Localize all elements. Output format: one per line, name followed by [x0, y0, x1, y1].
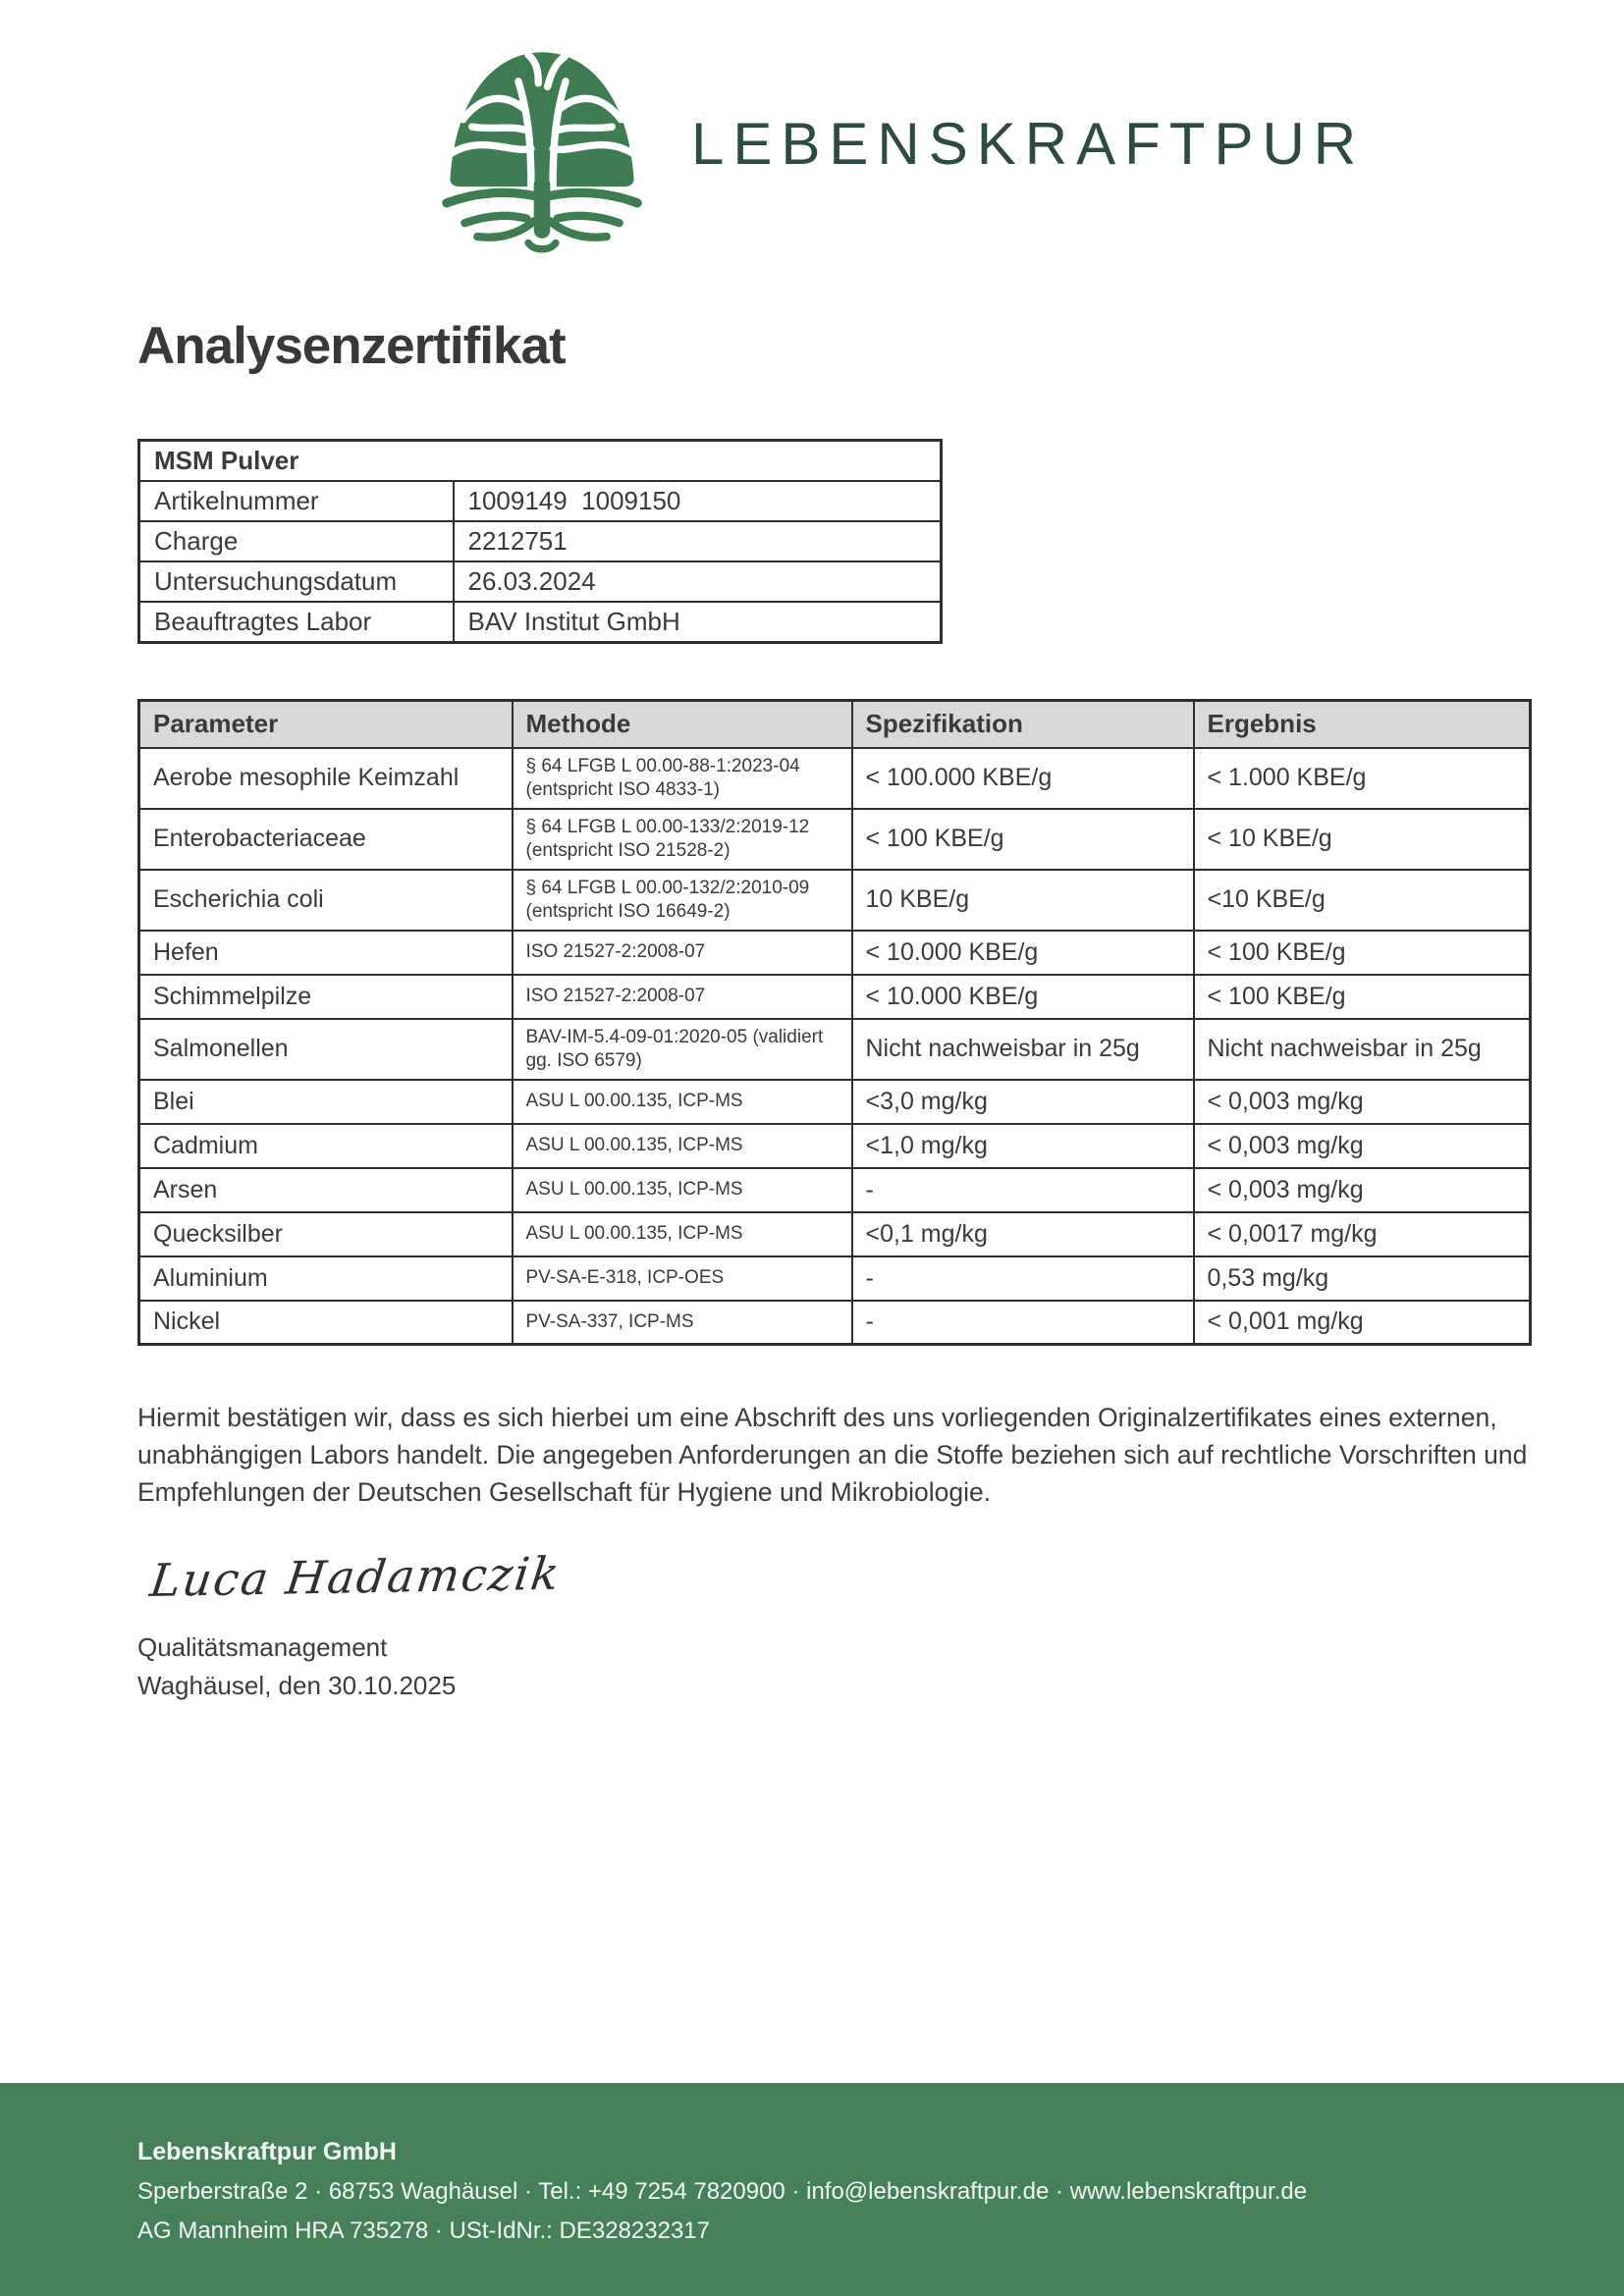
table-row	[139, 748, 1531, 809]
methode-cell: § 64 LFGB L 00.00-133/2:2019-12 (entspricht ISO 21528-2)	[513, 809, 852, 870]
parameter-cell: Aluminium	[139, 1256, 513, 1301]
parameter-cell: Aerobe mesophile Keimzahl	[139, 748, 513, 809]
spezifikation-cell: < 10.000 KBE/g	[852, 975, 1194, 1019]
ergebnis-cell: Nicht nachweisbar in 25g	[1194, 1019, 1531, 1080]
table-row	[139, 870, 1531, 931]
product-name: MSM Pulver	[139, 441, 942, 482]
spezifikation-cell: < 100 KBE/g	[852, 809, 1194, 870]
table-row	[139, 1256, 1531, 1301]
parameter-cell: Nickel	[139, 1301, 513, 1345]
product-info-table	[137, 439, 943, 644]
spezifikation-cell: -	[852, 1301, 1194, 1345]
ergebnis-cell: <10 KBE/g	[1194, 870, 1531, 931]
footer-company-name: Lebenskraftpur GmbH	[137, 2138, 397, 2165]
results-table	[137, 699, 1532, 1346]
table-row	[139, 809, 1531, 870]
signature-block	[137, 1546, 1624, 1701]
row-label: Untersuchungsdatum	[139, 561, 454, 602]
methode-cell: PV-SA-337, ICP-MS	[513, 1301, 852, 1345]
footer-register: AG Mannheim HRA 735278 · USt-IdNr.: DE328232317	[137, 2217, 710, 2244]
parameter-cell: Hefen	[139, 931, 513, 975]
table-row	[139, 1124, 1531, 1168]
confirmation-statement: Hiermit bestätigen wir, dass es sich hierbei um eine Abschrift des uns vorliegenden Originalzertifikates eines externen, unabhängigen Labors handelt. Die angegeben Anforderungen an die Stoffe beziehen sich auf rechtliche Vorschriften und Empfehlungen der Deutschen Gesellschaft für Hygiene und Mikrobiologie.	[137, 1403, 1528, 1507]
methode-cell: ISO 21527-2:2008-07	[513, 931, 852, 975]
methode-cell: ASU L 00.00.135, ICP-MS	[513, 1080, 852, 1124]
header-spezifikation: Spezifikation	[852, 701, 1194, 748]
row-value: 26.03.2024	[454, 561, 942, 602]
parameter-cell: Blei	[139, 1080, 513, 1124]
ergebnis-cell: < 0,0017 mg/kg	[1194, 1212, 1531, 1256]
table-row	[139, 521, 942, 561]
spezifikation-cell: 10 KBE/g	[852, 870, 1194, 931]
table-row	[139, 441, 942, 482]
parameter-cell: Escherichia coli	[139, 870, 513, 931]
logo-wordmark: LEBENSKRAFTPUR	[691, 110, 1366, 177]
row-value: 1009149 1009150	[454, 481, 942, 521]
ergebnis-cell: < 100 KBE/g	[1194, 931, 1531, 975]
table-row	[139, 602, 942, 643]
row-value: BAV Institut GmbH	[454, 602, 942, 643]
methode-cell: PV-SA-E-318, ICP-OES	[513, 1256, 852, 1301]
signature: Luca Hadamczik	[147, 1546, 565, 1607]
spezifikation-cell: <3,0 mg/kg	[852, 1080, 1194, 1124]
table-row	[139, 1212, 1531, 1256]
table-row	[139, 975, 1531, 1019]
logo	[430, 0, 1624, 261]
methode-cell: ASU L 00.00.135, ICP-MS	[513, 1212, 852, 1256]
footer-address: Sperberstraße 2 · 68753 Waghäusel · Tel.: +49 7254 7820900 · info@lebenskraftpur.de · www.lebenskraftpur.de	[137, 2178, 1308, 2205]
logo-tree-icon	[430, 43, 654, 261]
ergebnis-cell: < 100 KBE/g	[1194, 975, 1531, 1019]
header-methode: Methode	[513, 701, 852, 748]
header-parameter: Parameter	[139, 701, 513, 748]
parameter-cell: Salmonellen	[139, 1019, 513, 1080]
spezifikation-cell: < 100.000 KBE/g	[852, 748, 1194, 809]
table-row	[139, 561, 942, 602]
methode-cell: ASU L 00.00.135, ICP-MS	[513, 1168, 852, 1212]
header-ergebnis: Ergebnis	[1194, 701, 1531, 748]
row-label: Beauftragtes Labor	[139, 602, 454, 643]
table-header-row	[139, 701, 1531, 748]
ergebnis-cell: < 0,003 mg/kg	[1194, 1080, 1531, 1124]
methode-cell: ASU L 00.00.135, ICP-MS	[513, 1124, 852, 1168]
parameter-cell: Schimmelpilze	[139, 975, 513, 1019]
ergebnis-cell: < 0,003 mg/kg	[1194, 1168, 1531, 1212]
methode-cell: ISO 21527-2:2008-07	[513, 975, 852, 1019]
table-row	[139, 481, 942, 521]
methode-cell: § 64 LFGB L 00.00-88-1:2023-04 (entspricht ISO 4833-1)	[513, 748, 852, 809]
row-label: Artikelnummer	[139, 481, 454, 521]
spezifikation-cell: -	[852, 1168, 1194, 1212]
ergebnis-cell: < 0,001 mg/kg	[1194, 1301, 1531, 1345]
signature-place-date: Waghäusel, den 30.10.2025	[137, 1671, 457, 1700]
parameter-cell: Enterobacteriaceae	[139, 809, 513, 870]
table-row	[139, 1301, 1531, 1345]
spezifikation-cell: < 10.000 KBE/g	[852, 931, 1194, 975]
ergebnis-cell: 0,53 mg/kg	[1194, 1256, 1531, 1301]
table-row	[139, 1080, 1531, 1124]
spezifikation-cell: -	[852, 1256, 1194, 1301]
row-value: 2212751	[454, 521, 942, 561]
ergebnis-cell: < 10 KBE/g	[1194, 809, 1531, 870]
table-row	[139, 1168, 1531, 1212]
table-row	[139, 1019, 1531, 1080]
ergebnis-cell: < 0,003 mg/kg	[1194, 1124, 1531, 1168]
ergebnis-cell: < 1.000 KBE/g	[1194, 748, 1531, 809]
signature-role: Qualitätsmanagement	[137, 1632, 388, 1662]
parameter-cell: Arsen	[139, 1168, 513, 1212]
row-label: Charge	[139, 521, 454, 561]
parameter-cell: Quecksilber	[139, 1212, 513, 1256]
methode-cell: § 64 LFGB L 00.00-132/2:2010-09 (entspricht ISO 16649-2)	[513, 870, 852, 931]
page-title: Analysenzertifikat	[137, 317, 566, 375]
parameter-cell: Cadmium	[139, 1124, 513, 1168]
spezifikation-cell: Nicht nachweisbar in 25g	[852, 1019, 1194, 1080]
spezifikation-cell: <0,1 mg/kg	[852, 1212, 1194, 1256]
methode-cell: BAV-IM-5.4-09-01:2020-05 (validiert gg. ISO 6579)	[513, 1019, 852, 1080]
table-row	[139, 931, 1531, 975]
page-footer	[0, 2083, 1624, 2296]
spezifikation-cell: <1,0 mg/kg	[852, 1124, 1194, 1168]
